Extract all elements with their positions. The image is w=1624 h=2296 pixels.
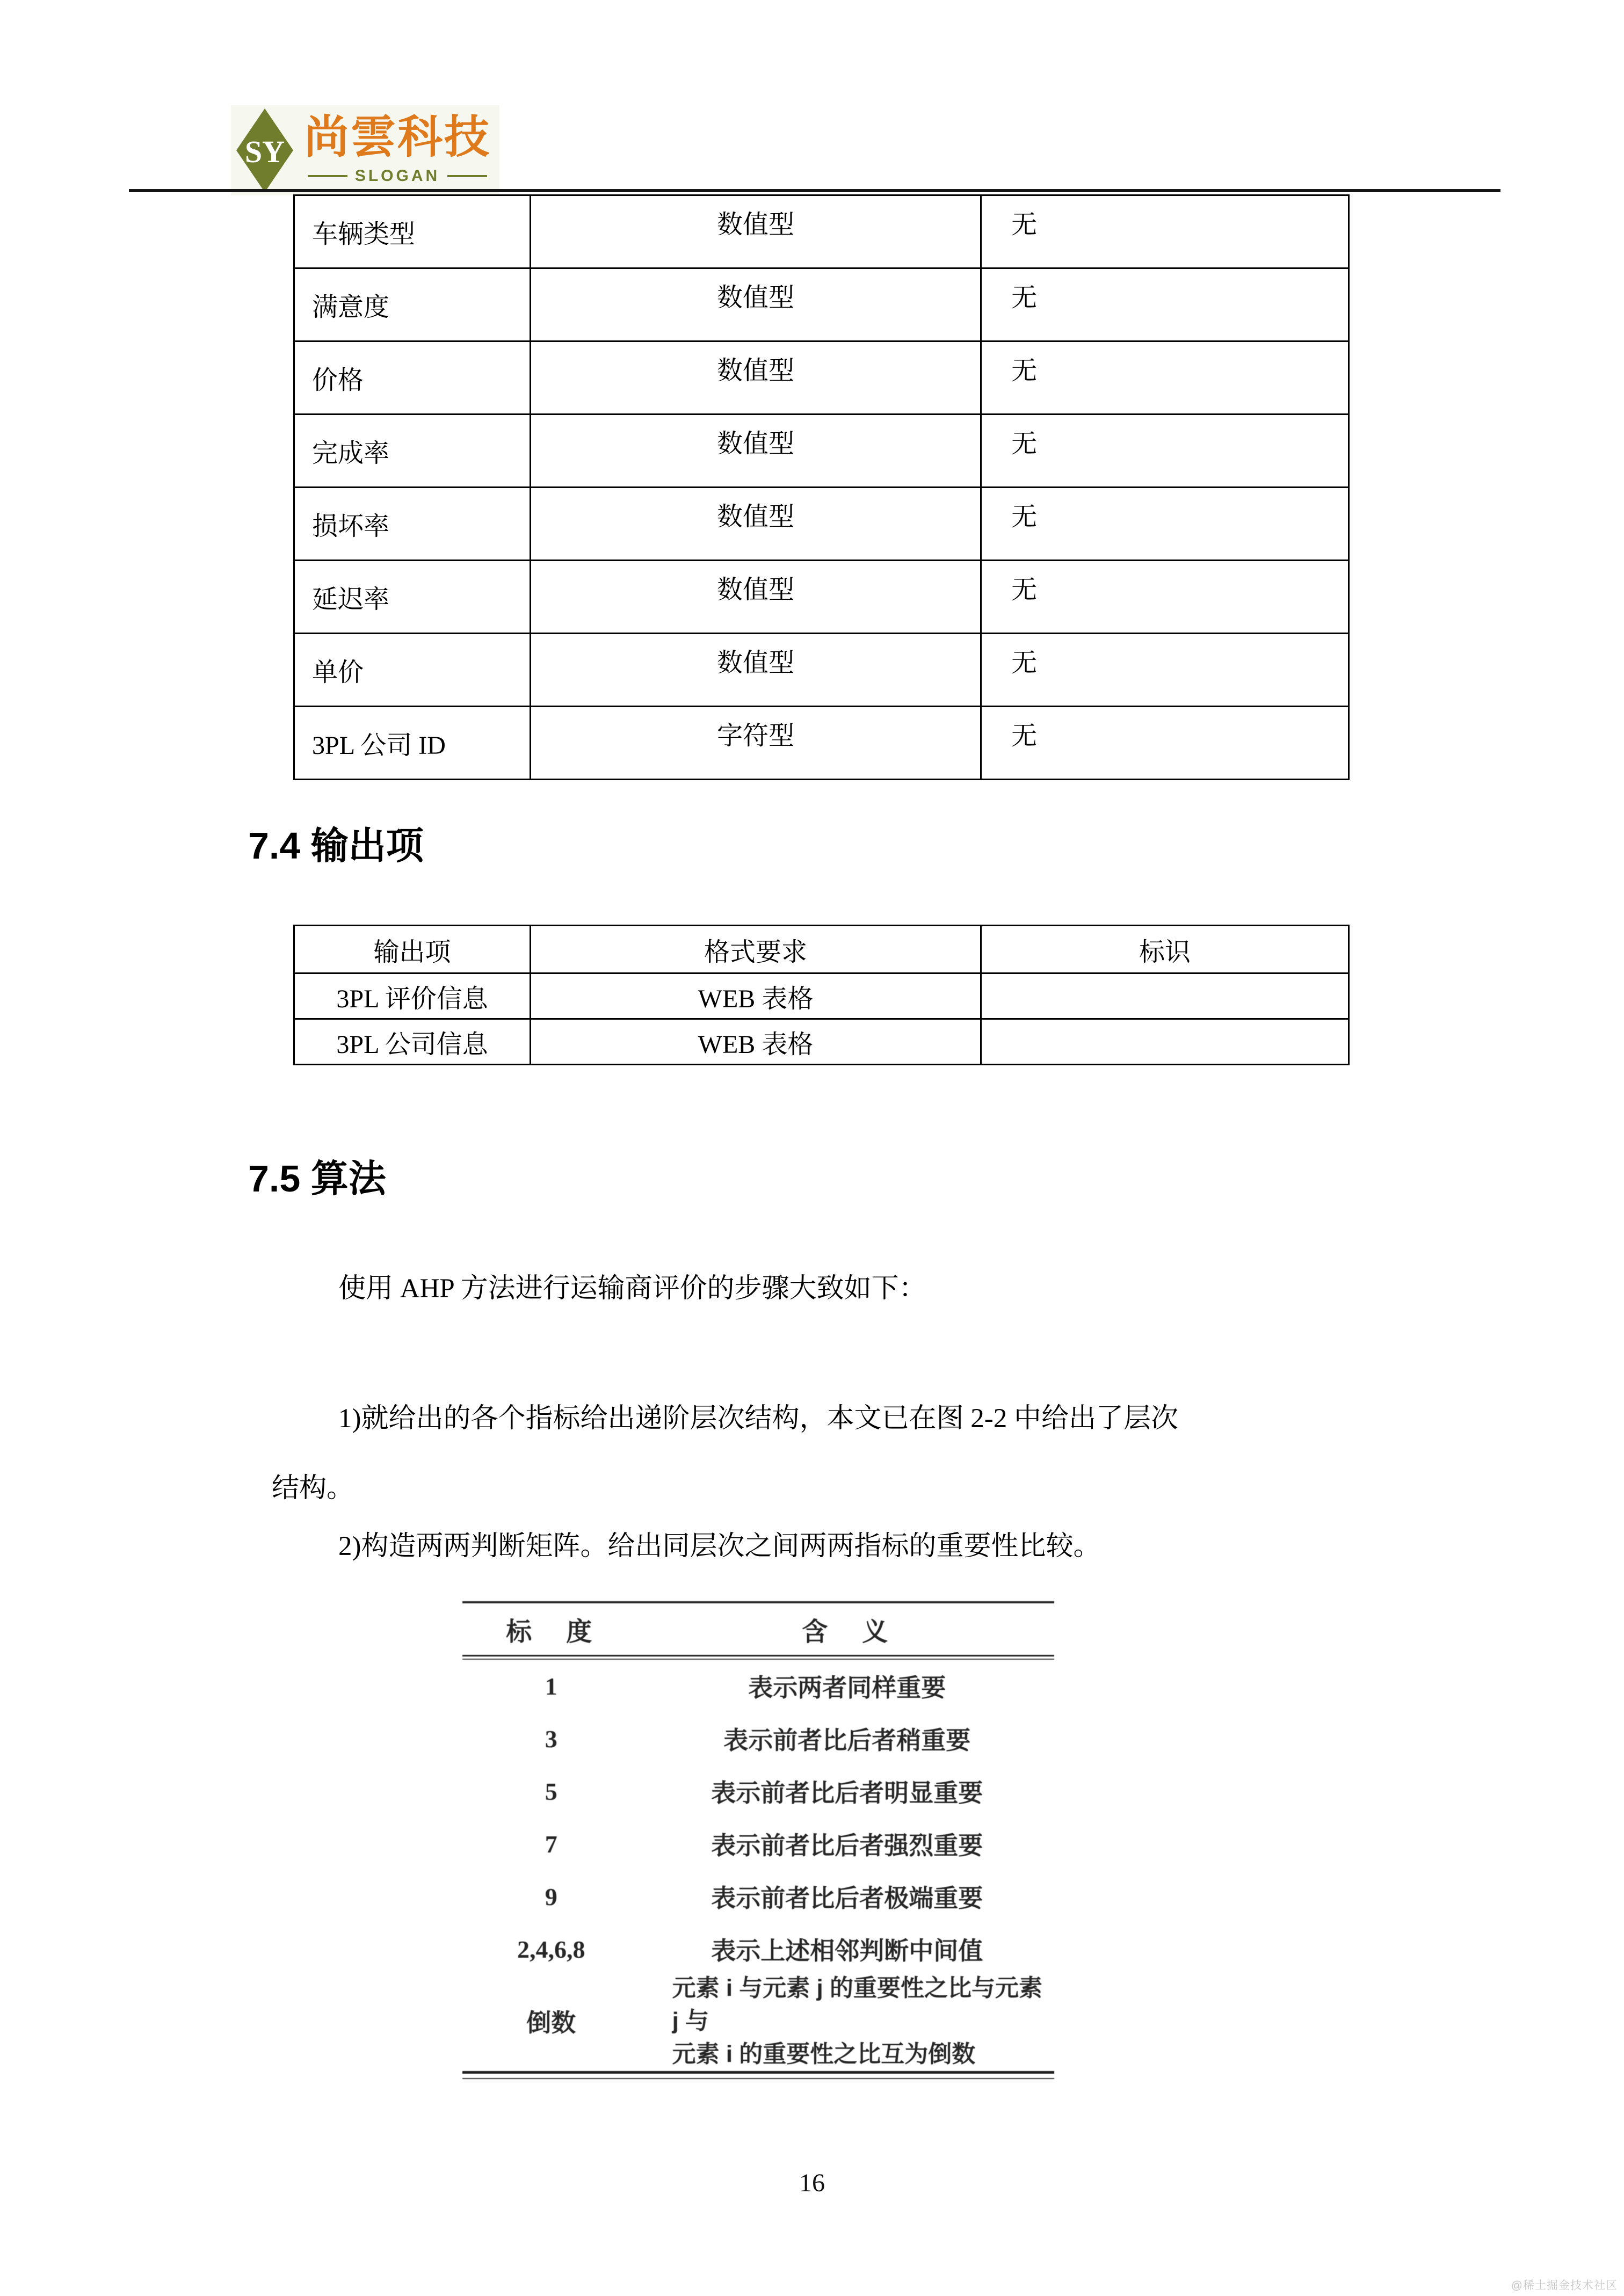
table-row [294, 707, 1349, 780]
slogan-dash-left [308, 175, 347, 177]
output-format-cell: WEB 表格 [531, 1019, 981, 1065]
scan-header-scale: 标 度 [506, 1617, 597, 1646]
scale-value: 倒数 [526, 2009, 576, 2037]
scan-header-meaning: 含 义 [802, 1617, 893, 1646]
item-name-cell: 满意度 [294, 268, 531, 342]
item-type-cell: 数值型 [531, 488, 981, 561]
item-note-cell: 无 [981, 268, 1349, 342]
item-note-cell: 无 [981, 634, 1349, 707]
scale-meaning [640, 1972, 1054, 2071]
step1-line1-text: 1)就给出的各个指标给出递阶层次结构，本文已在图 2-2 中给出了层次 [338, 1404, 1178, 1434]
table-row [294, 268, 1349, 342]
item-type-cell: 数值型 [531, 561, 981, 634]
scale-meaning: 表示上述相邻判断中间值 [711, 1937, 983, 1965]
output-mark-cell [981, 973, 1349, 1019]
site-watermark: @稀土掘金技术社区 [1511, 2279, 1618, 2292]
item-note-cell: 无 [981, 415, 1349, 488]
header-format: 格式要求 [531, 926, 981, 973]
item-type-cell: 数值型 [531, 268, 981, 342]
output-items-table [293, 925, 1350, 1065]
scan-row [462, 1712, 1054, 1765]
item-type-cell: 数值型 [531, 634, 981, 707]
item-type-cell: 数值型 [531, 195, 981, 268]
item-name-cell: 3PL 公司 ID [294, 707, 531, 780]
scale-value: 7 [545, 1830, 557, 1858]
reciprocal-line2: 元素 i 的重要性之比互为倒数 [672, 2040, 976, 2067]
company-logo [231, 105, 499, 195]
output-item-cell: 3PL 公司信息 [294, 1019, 531, 1065]
header-rule [129, 189, 1500, 192]
table-row [294, 634, 1349, 707]
output-item-cell: 3PL 评价信息 [294, 973, 531, 1019]
item-name-cell: 完成率 [294, 415, 531, 488]
scan-header-row [462, 1603, 1054, 1655]
scale-value: 5 [545, 1777, 557, 1805]
item-name-cell: 车辆类型 [294, 195, 531, 268]
output-format-cell: WEB 表格 [531, 973, 981, 1019]
table-row [294, 195, 1349, 268]
item-note-cell: 无 [981, 707, 1349, 780]
logo-slogan-text: SLOGAN [354, 167, 440, 185]
algorithm-intro-text: 使用 AHP 方法进行运输商评价的步骤大致如下： [338, 1274, 926, 1304]
scale-meaning: 表示前者比后者明显重要 [711, 1779, 983, 1807]
scale-value: 1 [545, 1672, 557, 1700]
logo-initials: SY [244, 134, 285, 169]
step1-line2-text: 结构。 [272, 1473, 354, 1503]
logo-diamond-icon [236, 108, 293, 192]
logo-slogan-row [308, 167, 487, 185]
item-name-cell: 价格 [294, 342, 531, 415]
scan-row [462, 1923, 1054, 1975]
section-7-5-heading: 7.5 算法 [248, 1158, 386, 1200]
item-note-cell: 无 [981, 342, 1349, 415]
scale-meaning: 表示前者比后者稍重要 [723, 1726, 971, 1754]
input-items-table [293, 194, 1350, 780]
scan-row [462, 1660, 1054, 1712]
header-item: 输出项 [294, 926, 531, 973]
item-note-cell: 无 [981, 561, 1349, 634]
item-type-cell: 字符型 [531, 707, 981, 780]
scan-row-reciprocal [462, 1975, 1054, 2067]
page-number: 16 [799, 2169, 825, 2197]
logo-text-block [304, 115, 491, 185]
item-type-cell: 数值型 [531, 342, 981, 415]
scan-row [462, 1818, 1054, 1870]
scale-meaning: 表示两者同样重要 [748, 1674, 946, 1702]
scan-mid-rule [462, 1655, 1054, 1660]
reciprocal-line1: 元素 i 与元素 j 的重要性之比与元素 j 与 [672, 1974, 1042, 2035]
step2-text: 2)构造两两判断矩阵。给出同层次之间两两指标的重要性比较。 [338, 1531, 1101, 1561]
item-type-cell: 数值型 [531, 415, 981, 488]
table-row [294, 973, 1349, 1019]
item-name-cell: 延迟率 [294, 561, 531, 634]
table-row [294, 488, 1349, 561]
scale-value: 2,4,6,8 [517, 1935, 585, 1963]
header-mark: 标识 [981, 926, 1349, 973]
section-7-4-heading: 7.4 输出项 [248, 825, 424, 867]
output-mark-cell [981, 1019, 1349, 1065]
scan-row [462, 1870, 1054, 1923]
scale-meaning: 表示前者比后者极端重要 [711, 1884, 983, 1912]
item-note-cell: 无 [981, 195, 1349, 268]
table-row [294, 1019, 1349, 1065]
scale-value: 9 [545, 1883, 557, 1910]
table-header-row [294, 926, 1349, 973]
table-row [294, 342, 1349, 415]
item-name-cell: 单价 [294, 634, 531, 707]
slogan-dash-right [447, 175, 487, 177]
table-row [294, 415, 1349, 488]
scale-value: 3 [545, 1725, 557, 1753]
item-name-cell: 损坏率 [294, 488, 531, 561]
item-note-cell: 无 [981, 488, 1349, 561]
ahp-scale-table-figure [462, 1601, 1054, 2079]
logo-company-name: 尚雲科技 [304, 113, 491, 163]
scan-bottom-rule [462, 2071, 1054, 2079]
table-row [294, 561, 1349, 634]
scale-meaning: 表示前者比后者强烈重要 [711, 1832, 983, 1859]
scan-row [462, 1765, 1054, 1818]
